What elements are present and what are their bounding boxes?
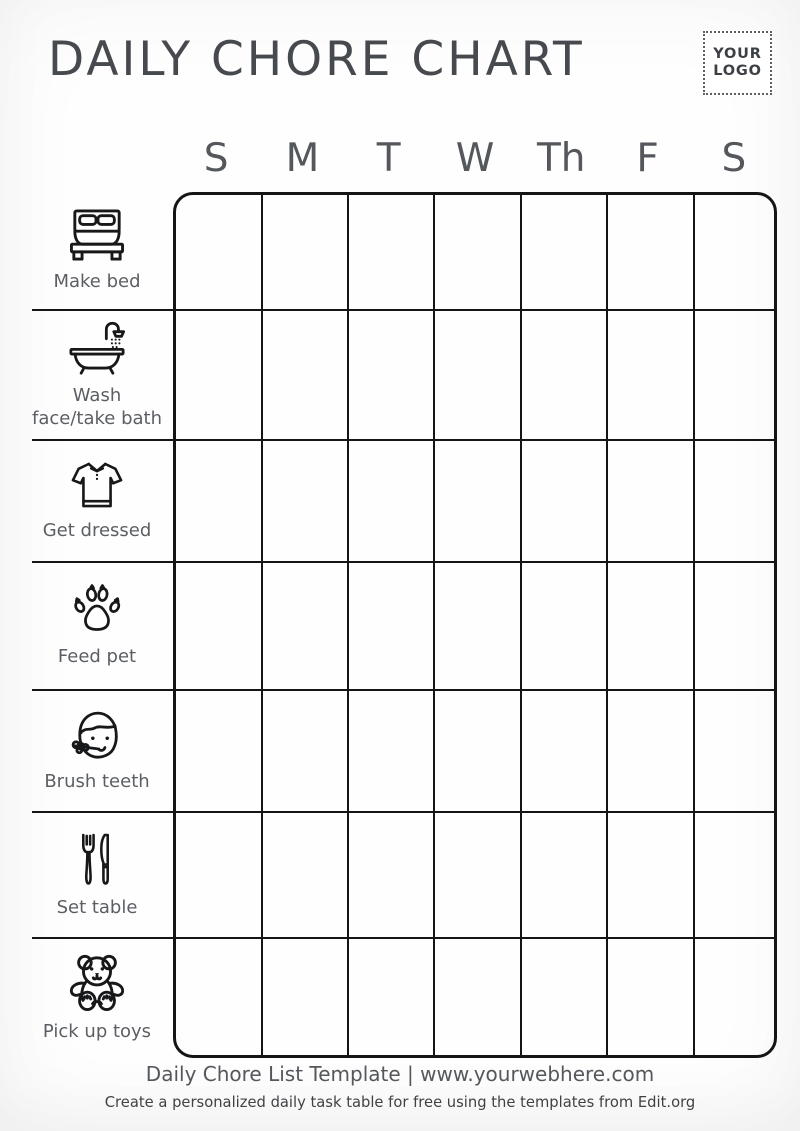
grid-cell[interactable] — [173, 690, 259, 812]
footer — [0, 1062, 800, 1112]
grid-cell[interactable] — [691, 310, 777, 440]
grid-cell[interactable] — [346, 310, 432, 440]
day-header-friday: F — [636, 136, 659, 181]
page-title: DAILY CHORE CHART — [48, 32, 585, 87]
grid-cell[interactable] — [173, 440, 259, 562]
grid-cell[interactable] — [432, 310, 518, 440]
chore-label: Feed pet — [57, 646, 137, 668]
shirt-icon — [69, 459, 125, 511]
grid-cell[interactable] — [604, 440, 690, 562]
grid-cell[interactable] — [518, 440, 604, 562]
teddy-bear-icon — [66, 952, 128, 1012]
grid-cell[interactable] — [432, 562, 518, 690]
logo-text-line1: YOUR — [713, 46, 762, 63]
grid-cell[interactable] — [432, 192, 518, 310]
day-header-tuesday: T — [376, 136, 401, 181]
grid-cell[interactable] — [691, 690, 777, 812]
chore-row-make-bed — [24, 192, 170, 310]
chore-row-wash-face — [24, 310, 170, 440]
brush-teeth-icon — [67, 708, 127, 762]
grid-cell[interactable] — [173, 938, 259, 1058]
chore-label: Make bed — [53, 271, 141, 293]
day-header-monday: M — [285, 136, 320, 181]
grid-cell[interactable] — [259, 690, 345, 812]
grid-cell[interactable] — [259, 562, 345, 690]
grid-cell[interactable] — [432, 812, 518, 938]
grid-cell[interactable] — [259, 812, 345, 938]
grid-cell[interactable] — [173, 562, 259, 690]
grid-cell[interactable] — [346, 812, 432, 938]
chore-row-set-table — [24, 812, 170, 938]
logo-placeholder[interactable] — [703, 31, 772, 95]
cutlery-icon — [73, 830, 121, 888]
chore-label: Pick up toys — [42, 1021, 152, 1043]
chore-grid — [173, 192, 777, 1058]
chore-row-pick-up-toys — [24, 938, 170, 1058]
footer-tagline: Create a personalized daily task table for free using the templates from Edit.org — [104, 1093, 696, 1111]
footer-template-credit: Daily Chore List Template | www.yourwebhere.com — [145, 1062, 655, 1086]
chore-label: Set table — [56, 897, 138, 919]
grid-cell[interactable] — [259, 192, 345, 310]
chore-label-line2: face/take bath — [32, 407, 162, 429]
grid-cell[interactable] — [604, 812, 690, 938]
grid-cell[interactable] — [518, 192, 604, 310]
chore-label-line1: Wash — [72, 385, 122, 406]
grid-cell[interactable] — [604, 938, 690, 1058]
grid-cell[interactable] — [604, 690, 690, 812]
chore-row-get-dressed — [24, 440, 170, 562]
grid-cell[interactable] — [691, 562, 777, 690]
paw-icon — [68, 583, 126, 637]
chore-label: Get dressed — [42, 520, 152, 542]
grid-cell[interactable] — [346, 938, 432, 1058]
grid-cell[interactable] — [259, 440, 345, 562]
grid-cell[interactable] — [432, 690, 518, 812]
grid-cell[interactable] — [518, 938, 604, 1058]
grid-cell[interactable] — [173, 310, 259, 440]
bathtub-icon — [67, 320, 127, 376]
grid-cell[interactable] — [518, 690, 604, 812]
day-header-thursday: Th — [536, 136, 586, 181]
chore-label — [32, 385, 162, 430]
grid-cell[interactable] — [173, 812, 259, 938]
grid-cell[interactable] — [604, 562, 690, 690]
grid-cell[interactable] — [691, 812, 777, 938]
grid-cell[interactable] — [346, 440, 432, 562]
grid-cell[interactable] — [432, 938, 518, 1058]
grid-cell[interactable] — [691, 192, 777, 310]
grid-cell[interactable] — [604, 310, 690, 440]
grid-cell[interactable] — [691, 440, 777, 562]
bed-icon — [66, 208, 128, 262]
grid-cell[interactable] — [173, 192, 259, 310]
chore-label: Brush teeth — [44, 771, 150, 793]
chore-row-feed-pet — [24, 562, 170, 690]
day-header-wednesday: W — [455, 136, 495, 181]
grid-cell[interactable] — [518, 310, 604, 440]
grid-cell[interactable] — [346, 690, 432, 812]
grid-cell[interactable] — [259, 938, 345, 1058]
day-header-row — [173, 122, 777, 184]
grid-cell[interactable] — [691, 938, 777, 1058]
grid-cell[interactable] — [346, 192, 432, 310]
logo-text-line2: LOGO — [713, 63, 762, 79]
grid-cell[interactable] — [518, 562, 604, 690]
grid-cell[interactable] — [259, 310, 345, 440]
grid-cell[interactable] — [432, 440, 518, 562]
day-header-sunday: S — [203, 136, 229, 181]
day-header-saturday: S — [721, 136, 747, 181]
grid-cell[interactable] — [518, 812, 604, 938]
grid-cell[interactable] — [346, 562, 432, 690]
grid-cell[interactable] — [604, 192, 690, 310]
chore-row-brush-teeth — [24, 690, 170, 812]
